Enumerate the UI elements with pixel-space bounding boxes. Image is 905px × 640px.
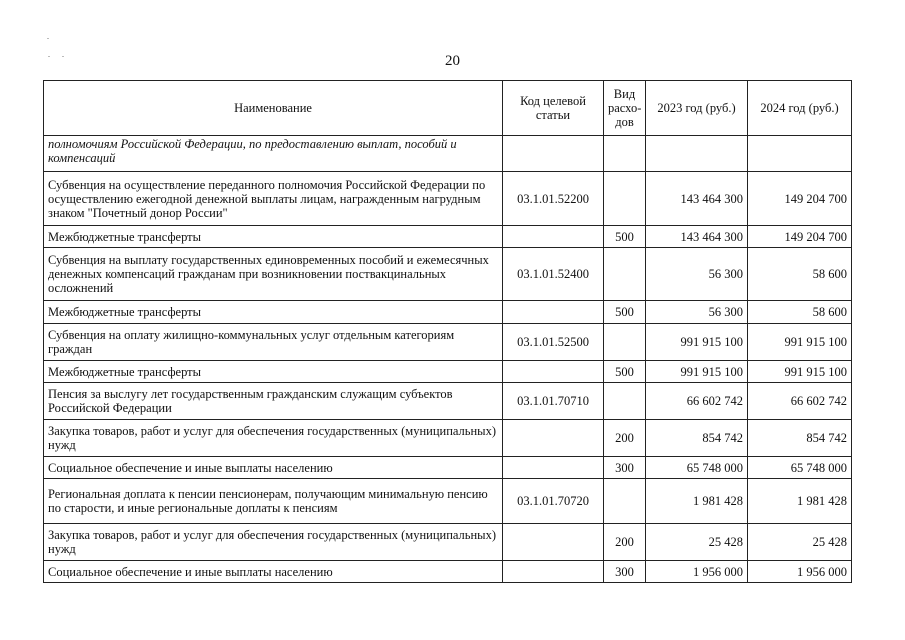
row-code (503, 301, 604, 324)
row-2023: 143 464 300 (646, 226, 748, 248)
row-2023: 65 748 000 (646, 457, 748, 479)
row-code (503, 524, 604, 561)
row-type: 500 (604, 301, 646, 324)
row-type (604, 383, 646, 420)
row-type: 500 (604, 226, 646, 248)
row-name: Субвенция на выплату государственных единовременных пособий и ежемесячных денежных компенсаций гражданам при возникновении поствакцинальных осложнений (44, 248, 503, 301)
row-2023: 991 915 100 (646, 361, 748, 383)
row-type: 300 (604, 457, 646, 479)
row-name: Социальное обеспечение и иные выплаты населению (44, 457, 503, 479)
row-name: полномочиям Российской Федерации, по предоставлению выплат, пособий и компенсаций (44, 136, 503, 172)
row-code: 03.1.01.52500 (503, 324, 604, 361)
row-type (604, 136, 646, 172)
row-2024: 58 600 (748, 301, 852, 324)
row-2024: 58 600 (748, 248, 852, 301)
row-code (503, 457, 604, 479)
row-2023: 56 300 (646, 301, 748, 324)
row-2024: 66 602 742 (748, 383, 852, 420)
row-code (503, 420, 604, 457)
scan-speck (47, 38, 49, 39)
row-2024: 149 204 700 (748, 172, 852, 226)
header-code: Код целевой статьи (503, 81, 604, 136)
row-name: Пенсия за выслугу лет государственным гражданским служащим субъектов Российской Федерации (44, 383, 503, 420)
row-type: 200 (604, 524, 646, 561)
table-row (44, 324, 852, 361)
table-row (44, 561, 852, 583)
row-name: Региональная доплата к пенсии пенсионерам, получающим минимальную пенсию по старости, и иные региональные доплаты к пенсиям (44, 479, 503, 524)
row-name: Субвенция на осуществление переданного полномочия Российской Федерации по осуществлению ежегодной денежной выплаты лицам, награжденным нагрудным знаком "Почетный донор России" (44, 172, 503, 226)
row-2023: 66 602 742 (646, 383, 748, 420)
table-header-row (44, 81, 852, 136)
table-row (44, 301, 852, 324)
row-2024: 65 748 000 (748, 457, 852, 479)
row-name: Социальное обеспечение и иные выплаты населению (44, 561, 503, 583)
row-2024: 25 428 (748, 524, 852, 561)
header-type: Вид расхо-дов (604, 81, 646, 136)
row-2023: 143 464 300 (646, 172, 748, 226)
row-2023: 854 742 (646, 420, 748, 457)
row-2023 (646, 136, 748, 172)
row-2024 (748, 136, 852, 172)
row-code: 03.1.01.70710 (503, 383, 604, 420)
row-type (604, 248, 646, 301)
header-2023: 2023 год (руб.) (646, 81, 748, 136)
row-name: Межбюджетные трансферты (44, 361, 503, 383)
row-type (604, 172, 646, 226)
table-row (44, 172, 852, 226)
row-2024: 854 742 (748, 420, 852, 457)
table-row (44, 361, 852, 383)
row-code: 03.1.01.70720 (503, 479, 604, 524)
row-2023: 1 981 428 (646, 479, 748, 524)
row-code: 03.1.01.52400 (503, 248, 604, 301)
table-row (44, 248, 852, 301)
table-row (44, 479, 852, 524)
row-type: 300 (604, 561, 646, 583)
row-type (604, 324, 646, 361)
row-2024: 1 956 000 (748, 561, 852, 583)
row-2024: 991 915 100 (748, 361, 852, 383)
row-code (503, 136, 604, 172)
row-code (503, 226, 604, 248)
table-row (44, 524, 852, 561)
table-row (44, 420, 852, 457)
row-name: Закупка товаров, работ и услуг для обеспечения государственных (муниципальных) нужд (44, 420, 503, 457)
header-2024: 2024 год (руб.) (748, 81, 852, 136)
row-2024: 1 981 428 (748, 479, 852, 524)
row-type: 200 (604, 420, 646, 457)
table-row (44, 226, 852, 248)
row-name: Субвенция на оплату жилищно-коммунальных услуг отдельным категориям граждан (44, 324, 503, 361)
row-code (503, 361, 604, 383)
row-name: Межбюджетные трансферты (44, 226, 503, 248)
row-code: 03.1.01.52200 (503, 172, 604, 226)
page-number: 20 (445, 53, 460, 69)
row-type: 500 (604, 361, 646, 383)
row-name: Межбюджетные трансферты (44, 301, 503, 324)
row-2023: 25 428 (646, 524, 748, 561)
row-2024: 149 204 700 (748, 226, 852, 248)
budget-table (43, 80, 852, 583)
row-type (604, 479, 646, 524)
header-name: Наименование (44, 81, 503, 136)
table-row (44, 136, 852, 172)
row-2024: 991 915 100 (748, 324, 852, 361)
row-name: Закупка товаров, работ и услуг для обеспечения государственных (муниципальных) нужд (44, 524, 503, 561)
row-2023: 1 956 000 (646, 561, 748, 583)
row-2023: 56 300 (646, 248, 748, 301)
row-code (503, 561, 604, 583)
row-2023: 991 915 100 (646, 324, 748, 361)
table-row (44, 457, 852, 479)
table-row (44, 383, 852, 420)
